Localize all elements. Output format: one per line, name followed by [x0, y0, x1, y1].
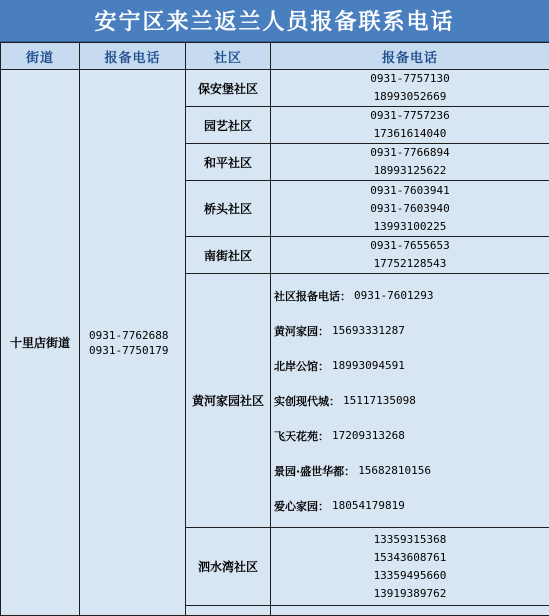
- community-phones: [271, 70, 549, 107]
- community-name: 黄河家园社区: [186, 274, 271, 528]
- phone-number: 13919389762: [271, 585, 549, 603]
- street-phone: 0931-7762688: [89, 328, 185, 343]
- community-name: 泗水湾社区: [186, 528, 271, 606]
- entry-label: 社区报备电话：: [274, 288, 351, 304]
- phone-number: 13993100225: [271, 218, 549, 236]
- community-phones: [271, 107, 549, 144]
- street-name: 十里店街道: [1, 70, 80, 616]
- community-name: 南街社区: [186, 237, 271, 274]
- entry-line: [274, 313, 549, 348]
- community-phones: [271, 237, 549, 274]
- community-phones: [271, 181, 549, 237]
- phone-number: 17361614040: [271, 125, 549, 143]
- street-phones: [80, 70, 186, 616]
- community-name: 桥头社区: [186, 181, 271, 237]
- entry-label: 爱心家园：: [274, 498, 329, 514]
- entry-label: 景园·盛世华都：: [274, 463, 355, 479]
- header-community: 社区: [186, 43, 271, 70]
- header-community-phone: 报备电话: [271, 43, 549, 70]
- header-street-phone: 报备电话: [80, 43, 186, 70]
- phone-number: 0931-7603941: [271, 182, 549, 200]
- page-title: 安宁区来兰返兰人员报备联系电话: [0, 0, 549, 42]
- community-name: 和平社区: [186, 144, 271, 181]
- entry-line: [274, 418, 549, 453]
- header-row: [1, 43, 549, 70]
- community-name: 园艺社区: [186, 107, 271, 144]
- table-row: [1, 70, 549, 107]
- empty-cell: [271, 606, 549, 616]
- entry-phone: 15682810156: [358, 464, 431, 477]
- phone-number: 0931-7766894: [271, 144, 549, 162]
- community-entries: [271, 274, 549, 528]
- phone-number: 18993052669: [271, 88, 549, 106]
- entry-line: [274, 278, 549, 313]
- entry-phone: 18993094591: [332, 359, 405, 372]
- phone-number: 13359495660: [271, 567, 549, 585]
- community-name: 保安堡社区: [186, 70, 271, 107]
- entry-phone: 15117135098: [343, 394, 416, 407]
- phone-number: 18993125622: [271, 162, 549, 180]
- empty-cell: [186, 606, 271, 616]
- community-phones: [271, 144, 549, 181]
- entry-line: [274, 488, 549, 523]
- phone-number: 17752128543: [271, 255, 549, 273]
- entry-line: [274, 453, 549, 488]
- street-phone: 0931-7750179: [89, 343, 185, 358]
- phone-number: 0931-7757236: [271, 107, 549, 125]
- entry-phone: 0931-7601293: [354, 289, 433, 302]
- header-street: 街道: [1, 43, 80, 70]
- phone-number: 0931-7757130: [271, 70, 549, 88]
- phone-number: 0931-7603940: [271, 200, 549, 218]
- entry-line: [274, 383, 549, 418]
- community-phones: [271, 528, 549, 606]
- entry-phone: 17209313268: [332, 429, 405, 442]
- phone-number: 0931-7655653: [271, 237, 549, 255]
- entry-label: 北岸公馆：: [274, 358, 329, 374]
- entry-label: 飞天花苑：: [274, 428, 329, 444]
- phone-number: 15343608761: [271, 549, 549, 567]
- entry-label: 实创现代城：: [274, 393, 340, 409]
- entry-phone: 15693331287: [332, 324, 405, 337]
- entry-phone: 18054179819: [332, 499, 405, 512]
- phone-number: 13359315368: [271, 531, 549, 549]
- entry-line: [274, 348, 549, 383]
- entry-label: 黄河家园：: [274, 323, 329, 339]
- contact-table: [0, 42, 549, 616]
